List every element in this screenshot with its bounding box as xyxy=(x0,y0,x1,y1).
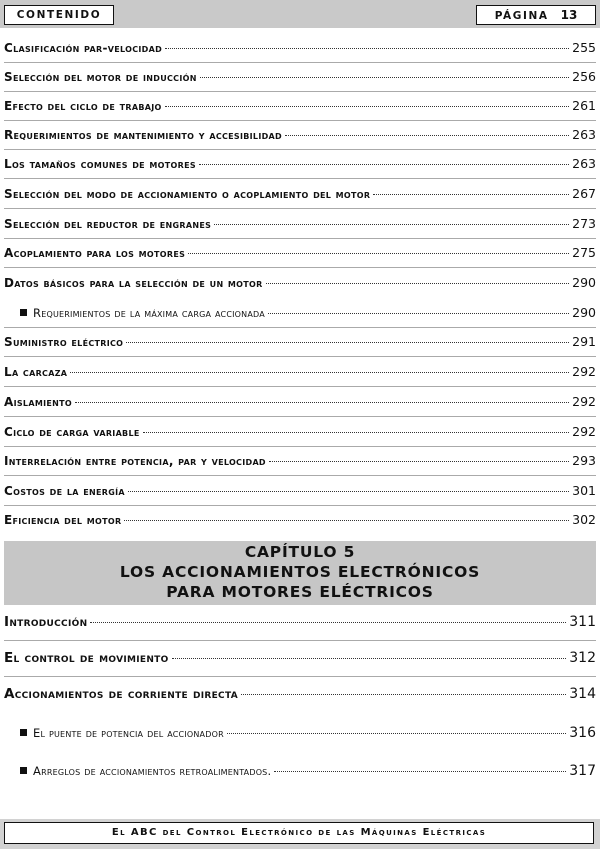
leader-dots xyxy=(165,106,570,107)
toc-entry-page: 290 xyxy=(572,275,596,290)
leader-dots xyxy=(200,77,569,78)
toc-subentry[interactable] xyxy=(20,305,596,320)
toc-entry-title: Clasificación par-velocidad xyxy=(4,41,163,55)
chapter-title-line1: LOS ACCIONAMIENTOS ELECTRÓNICOS xyxy=(119,563,481,581)
leader-dots xyxy=(373,194,569,195)
toc-entry-page: 290 xyxy=(572,305,596,320)
toc-entry-title: Datos básicos para la selección de un motor xyxy=(4,276,263,290)
toc-entry[interactable] xyxy=(4,650,596,666)
bullet-icon xyxy=(20,729,27,736)
toc-entry-title: Suministro eléctrico xyxy=(4,335,124,349)
leader-dots xyxy=(274,771,566,772)
leader-dots xyxy=(241,694,566,695)
divider xyxy=(4,416,596,417)
toc-entry-title xyxy=(20,726,224,740)
toc-entry-title: Efecto del ciclo de trabajo xyxy=(4,99,162,113)
divider xyxy=(4,446,596,447)
toc-entry-page: 316 xyxy=(569,725,596,741)
divider xyxy=(4,505,596,506)
divider xyxy=(4,178,596,179)
toc-entry[interactable] xyxy=(4,453,596,468)
leader-dots xyxy=(126,342,569,343)
toc-entry[interactable] xyxy=(4,216,596,231)
toc-entry-page: 256 xyxy=(572,69,596,84)
divider xyxy=(4,238,596,239)
chapter-label: CAPÍTULO 5 xyxy=(244,543,356,561)
leader-dots xyxy=(268,313,569,314)
toc-subentry-label: El puente de potencia del accionador xyxy=(33,726,224,740)
toc-entry[interactable] xyxy=(4,98,596,113)
toc-entry-page: 302 xyxy=(572,512,596,527)
toc-entry-title: Ciclo de carga variable xyxy=(4,425,140,439)
toc-entry-page: 273 xyxy=(572,216,596,231)
divider xyxy=(4,676,596,677)
page-indicator xyxy=(476,5,596,25)
leader-dots xyxy=(172,658,567,659)
toc-entry-page: 261 xyxy=(572,98,596,113)
toc-subentry-label: Requerimientos de la máxima carga accionada xyxy=(33,306,265,320)
divider xyxy=(4,267,596,268)
leader-dots xyxy=(214,224,569,225)
toc-entry[interactable] xyxy=(4,40,596,55)
bullet-icon xyxy=(20,309,27,316)
toc-entry[interactable] xyxy=(4,186,596,201)
page-label: PÁGINA xyxy=(494,10,549,22)
divider xyxy=(4,120,596,121)
toc-entry-page: 263 xyxy=(572,127,596,142)
toc-entry-page: 292 xyxy=(572,394,596,409)
toc-entry-title: Selección del modo de accionamiento o acoplamiento del motor xyxy=(4,187,371,201)
divider xyxy=(4,327,596,328)
toc-subentry[interactable] xyxy=(20,763,596,779)
toc-entry[interactable] xyxy=(4,127,596,142)
leader-dots xyxy=(227,733,566,734)
divider xyxy=(4,356,596,357)
toc-entry-title: Selección del motor de inducción xyxy=(4,70,197,84)
toc-entry-page: 317 xyxy=(569,763,596,779)
divider xyxy=(4,386,596,387)
toc-entry-page: 255 xyxy=(572,40,596,55)
toc-entry-page: 293 xyxy=(572,453,596,468)
toc-entry-page: 314 xyxy=(569,686,596,702)
divider xyxy=(4,640,596,641)
toc-entry[interactable] xyxy=(4,394,596,409)
leader-dots xyxy=(266,283,570,284)
toc-entry-page: 291 xyxy=(572,334,596,349)
toc-entry-title: El control de movimiento xyxy=(4,650,169,666)
toc-entry-title: Aislamiento xyxy=(4,395,72,409)
toc-entry-title: Interrelación entre potencia, par y velocidad xyxy=(4,454,266,468)
leader-dots xyxy=(165,48,569,49)
leader-dots xyxy=(70,372,569,373)
toc-entry-title: Los tamaños comunes de motores xyxy=(4,157,196,171)
leader-dots xyxy=(143,432,570,433)
toc-entry-page: 292 xyxy=(572,424,596,439)
toc-entry[interactable] xyxy=(4,275,596,290)
footer-title: El ABC del Control Electrónico de las Máquinas Eléctricas xyxy=(4,822,594,844)
divider xyxy=(4,475,596,476)
toc-entry[interactable] xyxy=(4,334,596,349)
leader-dots xyxy=(75,402,569,403)
toc-entry-page: 275 xyxy=(572,245,596,260)
toc-subentry[interactable] xyxy=(20,725,596,741)
leader-dots xyxy=(124,520,569,521)
toc-entry-title: Introducción xyxy=(4,614,88,630)
toc-entry-page: 311 xyxy=(569,614,596,630)
chapter-title-line2: PARA MOTORES ELÉCTRICOS xyxy=(166,583,434,601)
toc-entry-title: Selección del reductor de engranes xyxy=(4,217,212,231)
leader-dots xyxy=(188,253,569,254)
section-label: CONTENIDO xyxy=(4,5,114,25)
toc-entry[interactable] xyxy=(4,512,596,527)
toc-entry[interactable] xyxy=(4,364,596,379)
leader-dots xyxy=(285,135,569,136)
toc-entry-page: 263 xyxy=(572,156,596,171)
divider xyxy=(4,62,596,63)
toc-entry-page: 301 xyxy=(572,483,596,498)
page-number: 13 xyxy=(560,8,578,22)
toc-entry-page: 267 xyxy=(572,186,596,201)
toc-entry-page: 292 xyxy=(572,364,596,379)
toc-entry[interactable] xyxy=(4,483,596,498)
bullet-icon xyxy=(20,767,27,774)
toc-entry-title xyxy=(20,764,271,778)
divider xyxy=(4,91,596,92)
toc-entry-title: Accionamientos de corriente directa xyxy=(4,686,238,702)
toc-entry-title: Requerimientos de mantenimiento y accesibilidad xyxy=(4,128,282,142)
divider xyxy=(4,149,596,150)
toc-entry[interactable] xyxy=(4,245,596,260)
leader-dots xyxy=(199,164,569,165)
toc-entry[interactable] xyxy=(4,424,596,439)
toc-entry-title: La carcaza xyxy=(4,365,68,379)
toc-entry-title: Eficiencia del motor xyxy=(4,513,122,527)
toc-entry-title: Costos de la energía xyxy=(4,484,125,498)
toc-entry[interactable] xyxy=(4,69,596,84)
toc-entry[interactable] xyxy=(4,614,596,630)
chapter-heading xyxy=(4,541,596,605)
divider xyxy=(4,208,596,209)
toc-entry[interactable] xyxy=(4,686,596,702)
leader-dots xyxy=(269,461,569,462)
toc-subentry-label: Arreglos de accionamientos retroalimentados. xyxy=(33,764,272,778)
leader-dots xyxy=(90,622,566,623)
toc-entry-title: Acoplamiento para los motores xyxy=(4,246,186,260)
toc-entry[interactable] xyxy=(4,156,596,171)
leader-dots xyxy=(128,491,569,492)
toc-entry-page: 312 xyxy=(569,650,596,666)
toc-entry-title xyxy=(20,306,265,320)
